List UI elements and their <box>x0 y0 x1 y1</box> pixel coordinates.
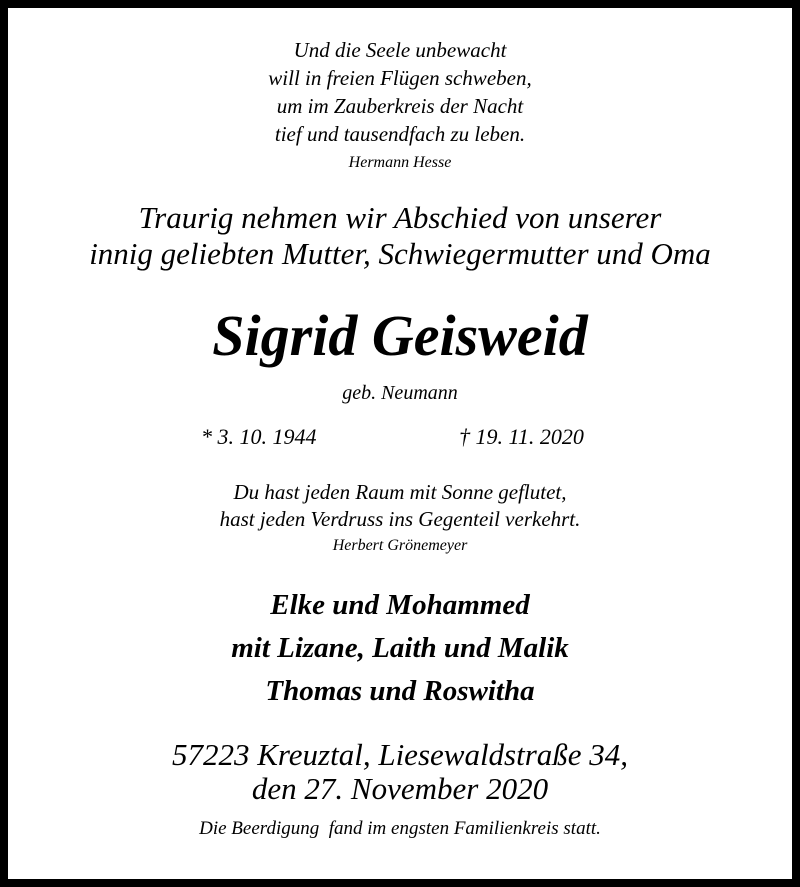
funeral-note: Die Beerdigung fand im engsten Familienkreis statt. <box>199 818 601 839</box>
poem-line-3: um im Zauberkreis der Nacht <box>276 94 524 118</box>
quote-line-2: hast jeden Verdruss ins Gegenteil verkehrt. <box>219 507 581 531</box>
deceased-name: Sigrid Geisweid <box>212 303 588 368</box>
intro-line-1: Traurig nehmen wir Abschied von unserer <box>138 200 662 235</box>
poem-author: Hermann Hesse <box>348 154 452 171</box>
poem-line-2: will in freien Flügen schweben, <box>268 66 532 90</box>
mourner-line-2: mit Lizane, Laith und Malik <box>231 632 569 664</box>
quote-line-1: Du hast jeden Raum mit Sonne geflutet, <box>233 480 567 504</box>
quote-author: Herbert Grönemeyer <box>332 537 468 554</box>
intro-line-2: innig geliebten Mutter, Schwiegermutter und Oma <box>89 236 711 271</box>
date-line: den 27. November 2020 <box>251 771 549 806</box>
mourner-line-1: Elke und Mohammed <box>270 589 530 621</box>
death-date: † 19. 11. 2020 <box>459 424 584 449</box>
maiden-name: geb. Neumann <box>342 382 458 404</box>
birth-date: * 3. 10. 1944 <box>201 424 317 449</box>
address-line: 57223 Kreuztal, Liesewaldstraße 34, <box>171 737 629 772</box>
mourner-line-3: Thomas und Roswitha <box>265 675 535 707</box>
poem-line-4: tief und tausendfach zu leben. <box>274 122 526 146</box>
poem-line-1: Und die Seele unbewacht <box>293 38 507 62</box>
